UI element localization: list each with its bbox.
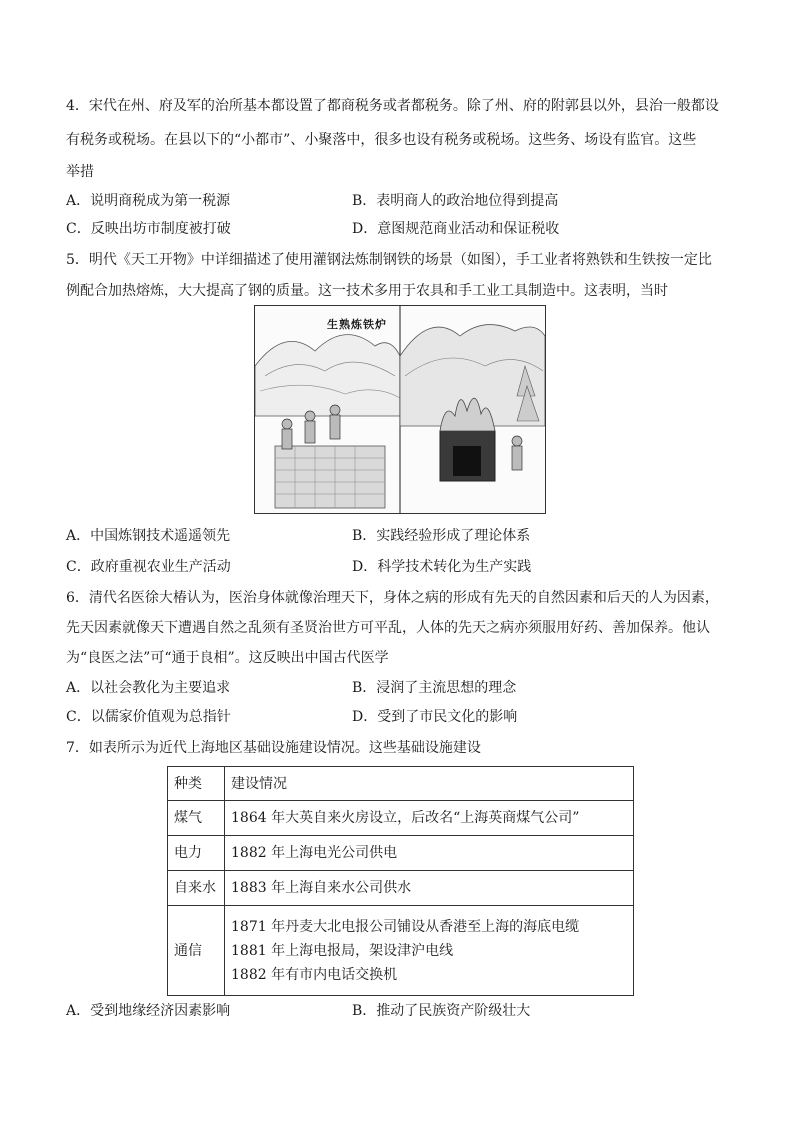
table-cell-item: 1871 年丹麦大北电报公司铺设从香港至上海的海底电缆 [231,918,580,935]
table-cell-kind: 煤气 [168,801,225,836]
table-cell-status: 1883 年上海自来水公司供水 [225,871,634,906]
q5-option-d: D．科学技术转化为生产实践 [352,559,532,575]
table-cell-status: 1864 年大英自来火房设立，后改名“上海英商煤气公司” [225,801,634,836]
q6-stem-line-2: 先天因素就像天下遭遇自然之乱须有圣贤治世方可平乱，人体的先天之病亦须服用好药、善加保养。他认 [66,620,710,636]
table-cell-item: 1881 年上海电报局，架设津沪电线 [231,942,454,959]
table-cell-item: 1882 年有市内电话交换机 [231,966,398,983]
q7-option-a: A．受到地缘经济因素影响 [66,1003,231,1019]
q6-option-c: C．以儒家价值观为总指针 [66,709,231,725]
q6-stem-line-1: 6．清代名医徐大椿认为，医治身体就像治理天下，身体之病的形成有先天的自然因素和后天的人为因素， [66,590,719,606]
table-header-kind: 种类 [168,767,225,801]
q5-option-a: A．中国炼钢技术遥遥领先 [66,528,231,544]
table-cell-kind: 通信 [168,906,225,996]
q6-option-a: A．以社会教化为主要追求 [66,680,231,696]
table-row [168,871,634,906]
table-header-row [168,767,634,801]
table-cell-status [225,906,634,996]
table-row [168,836,634,871]
q7-stem: 7．如表所示为近代上海地区基础设施建设情况。这些基础设施建设 [66,740,481,756]
table-header-status: 建设情况 [225,767,634,801]
infrastructure-table [167,766,634,996]
q6-option-d: D．受到了市民文化的影响 [352,709,518,725]
q5-stem-line-1: 5．明代《天工开物》中详细描述了使用灌钢法炼制钢铁的场景（如图），手工业者将熟铁和生铁按一定比 [66,252,712,268]
q4-stem-line-2: 有税务或税场。在县以下的“小都市”、小聚落中，很多也设有税务或税场。这些务、场设有监官。这些 [66,132,697,148]
q4-option-d: D．意图规范商业活动和保证税收 [352,221,560,237]
table-cell-status: 1882 年上海电光公司供电 [225,836,634,871]
q5-option-b: B．实践经验形成了理论体系 [352,528,531,544]
figure-caption: 生熟炼铁炉 [327,318,387,331]
table-row [168,906,634,996]
q5-stem-line-2: 例配合加热熔炼，大大提高了钢的质量。这一技术多用于农具和手工业工具制造中。这表明，当时 [66,283,668,299]
q4-option-c: C．反映出坊市制度被打破 [66,221,231,237]
table-cell-kind: 自来水 [168,871,225,906]
q4-option-a: A．说明商税成为第一税源 [66,193,231,209]
q7-option-b: B．推动了民族资产阶级壮大 [352,1003,531,1019]
q4-stem-line-3: 举措 [66,164,94,180]
q6-option-b: B．浸润了主流思想的理念 [352,680,517,696]
steelmaking-illustration [254,305,546,514]
q6-stem-line-3: 为“良医之法”可“通于良相”。这反映出中国古代医学 [66,650,389,666]
q4-stem-line-1: 4．宋代在州、府及军的治所基本都设置了都商税务或者都税务。除了州、府的附郭县以外，县治一般都设 [66,98,719,114]
table-row [168,801,634,836]
q4-option-b: B．表明商人的政治地位得到提高 [352,193,559,209]
q5-option-c: C．政府重视农业生产活动 [66,559,231,575]
table-cell-kind: 电力 [168,836,225,871]
